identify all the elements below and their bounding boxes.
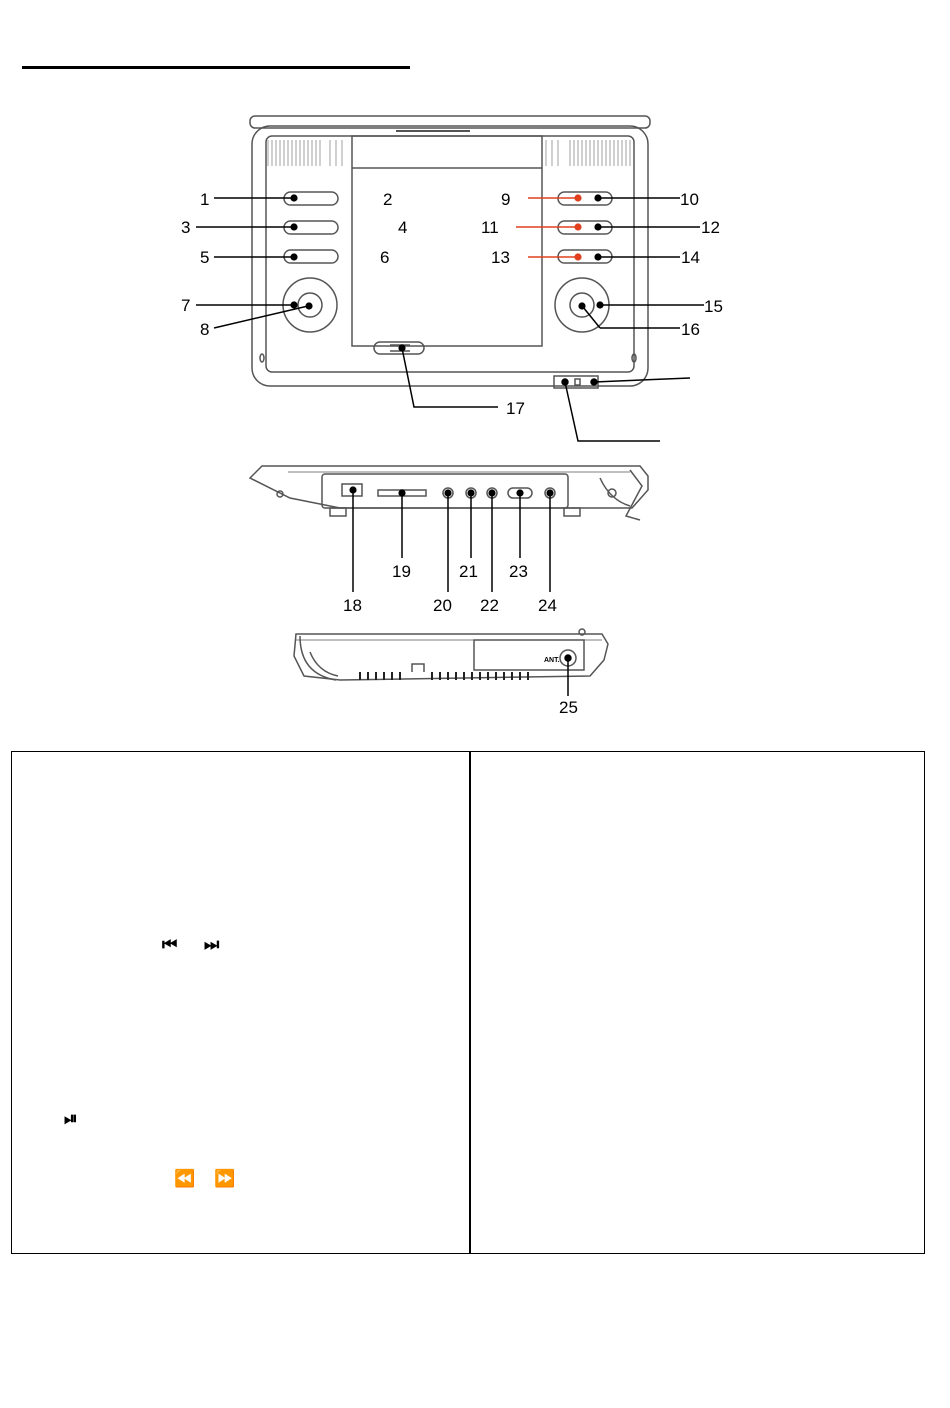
callout-7: 7 [181, 296, 191, 315]
callout-23: 23 [509, 562, 528, 581]
callout-5: 5 [200, 248, 210, 267]
callout-3: 3 [181, 218, 191, 237]
callout-12: 12 [701, 218, 720, 237]
callout-13: 13 [491, 248, 510, 267]
callout-16: 16 [681, 320, 700, 339]
function-table [11, 751, 925, 1254]
callout-9: 9 [501, 190, 511, 209]
play-pause-icon: ⏯ [64, 1109, 78, 1129]
skip-next-icon: ⏭ [204, 935, 220, 955]
front-red-leaders [516, 198, 578, 257]
callout-1: 1 [200, 190, 210, 209]
callout-4: 4 [398, 218, 408, 237]
callout-numbers [181, 190, 723, 717]
table-column-divider [469, 752, 471, 1253]
front-view [250, 116, 650, 388]
callout-8: 8 [200, 320, 210, 339]
callout-22: 22 [480, 596, 499, 615]
ant-label: ANT. [544, 657, 560, 664]
callout-11: 11 [481, 218, 499, 237]
callout-20: 20 [433, 596, 452, 615]
callout-24: 24 [538, 596, 557, 615]
callout-2: 2 [383, 190, 393, 209]
callout-15: 15 [704, 297, 723, 316]
callout-14: 14 [681, 248, 700, 267]
callout-25: 25 [559, 698, 578, 717]
callout-6: 6 [380, 248, 390, 267]
fast-forward-icon: ⏩ [214, 1169, 236, 1189]
rewind-icon: ⏪ [174, 1169, 196, 1189]
callout-21: 21 [459, 562, 478, 581]
callout-18: 18 [343, 596, 362, 615]
front-leader-dots [290, 194, 603, 385]
rear-view [294, 629, 608, 680]
skip-previous-icon: ⏮ [162, 935, 178, 955]
callout-17: 17 [506, 399, 525, 418]
front-leader-lines [196, 198, 704, 441]
callout-10: 10 [680, 190, 699, 209]
callout-19: 19 [392, 562, 411, 581]
